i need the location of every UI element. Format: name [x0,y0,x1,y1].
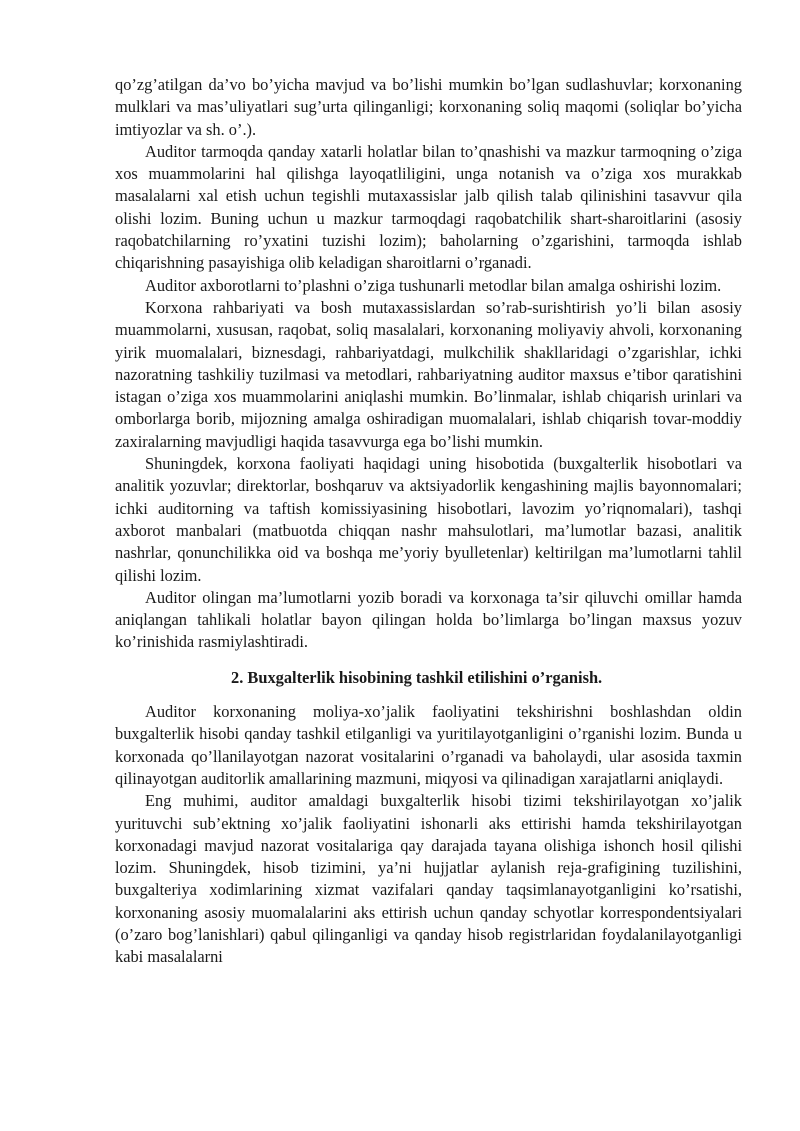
paragraph: Korxona rahbariyati va bosh mutaxassislardan so’rab-surishtirish yo’li bilan asosiy muammolarni, xususan, raqobat, soliq masalalari, korxonaning moliyaviy ahvoli, korxonaning yirik muomalalari, biznesdagi, rahbariyatdagi, mulkchilik shakllaridagi o’zgarishlar, ichki nazoratning tashkiliy tuzilmasi va metodlari, rahbariyatning auditor maxsus e’tibor qaratishini istagan o’ziga xos muammolarini aniqlashi mumkin. Bo’linmalar, ishlab chiqarish urinlari va omborlarga borib, mijozning amalga oshiradigan muomalalari, ishlab chiqarish tovar-moddiy zaxiralarning mavjudligi haqida tasavvurga ega bo’lishi mumkin. [115,297,742,451]
paragraph: Auditor olingan ma’lumotlarni yozib boradi va korxonaga ta’sir qiluvchi omillar hamda aniqlangan tahlikali holatlar bayon qilingan holda bo’limlarga bo’lingan maxsus yozuv ko’rinishida rasmiylashtiradi. [115,587,742,652]
paragraph: Auditor korxonaning moliya-xo’jalik faoliyatini tekshirishni boshlashdan oldin buxgalterlik hisobi qanday tashkil etilganligi va yuritilayotganligini o’rganishi lozim. Bunda u korxonada qo’llanilayotgan nazorat vositalarini o’rganadi va baholaydi, ular asosida taxmin qilinayotgan auditorlik amallarining mazmuni, miqyosi va qilinadigan xarajatlarni aniqlaydi. [115,702,742,788]
section-heading: 2. Buxgalterlik hisobining tashkil etilishini o’rganish. [231,667,603,687]
document-page [115,74,742,969]
paragraph: Auditor tarmoqda qanday xatarli holatlar bilan to’qnashishi va mazkur tarmoqning o’ziga xos muammolarini hal qilishga layoqatliligini, unga notanish va o’ziga xos murakkab masalalarni xal etish uchun tegishli mutaxassislar jalb qilish talab qilinishini tasavvur qila olishi lozim. Buning uchun u mazkur tarmoqdagi raqobatchilik shart-sharoitlarini (asosiy raqobatchilarning ro’yxatini tuzishi lozim); baholarning o’zgarishini, tarmoqda ishlab chiqarishning pasayishiga olib keladigan sharoitlarni o’rganadi. [115,141,742,273]
paragraph: Eng muhimi, auditor amaldagi buxgalterlik hisobi tizimi tekshirilayotgan xo’jalik yurituvchi sub’ektning xo’jalik faoliyatini ishonarli aks ettirishi hamda tekshirilayotgan korxonadagi mavjud nazorat vositalariga qay darajada tayana olishiga ishonch hosil qilishi lozim. Shuningdek, hisob tizimini, ya’ni hujjatlar aylanish reja-grafigining tuzilishini, buxgalteriya xodimlarining xizmat vazifalari qanday taqsimlanayotganligini ko’rsatishi, korxonaning asosiy muomalalarini aks ettirish uchun qanday schyotlar korrespondentsiyalari (o’zaro bog’lanishlari) qabul qilinganligi va qanday hisob registrlaridan foydalanilayotganligi kabi masalalarni [115,791,742,967]
paragraph: Shuningdek, korxona faoliyati haqidagi uning hisobotida (buxgalterlik hisobotlari va analitik yozuvlar; direktorlar, boshqaruv va aktsiyadorlik kengashining majlis bayonnomalari; ichki auditorning va taftish komissiyasining hisobotlari, lavozim yo’riqnomalari), tashqi axborot manbalari (matbuotda chiqqan nashr mahsulotlari, ma’lumotlar bazasi, analitik nashrlar, qonunchilikka oid va boshqa me’yoriy byulletenlar) keltirilgan ma’lumotlarni tahlil qilishi lozim. [115,454,742,585]
paragraph-continuation: qo’zg’atilgan da’vo bo’yicha mavjud va bo’lishi mumkin bo’lgan sudlashuvlar; korxonaning mulklari va mas’uliyatlari sug’urta qilinganligi; korxonaning soliq maqomi (soliqlar bo’yicha imtiyozlar va sh. o’.). [115,75,742,139]
paragraph: Auditor axborotlarni to’plashni o’ziga tushunarli metodlar bilan amalga oshirishi lozim. [145,275,722,295]
